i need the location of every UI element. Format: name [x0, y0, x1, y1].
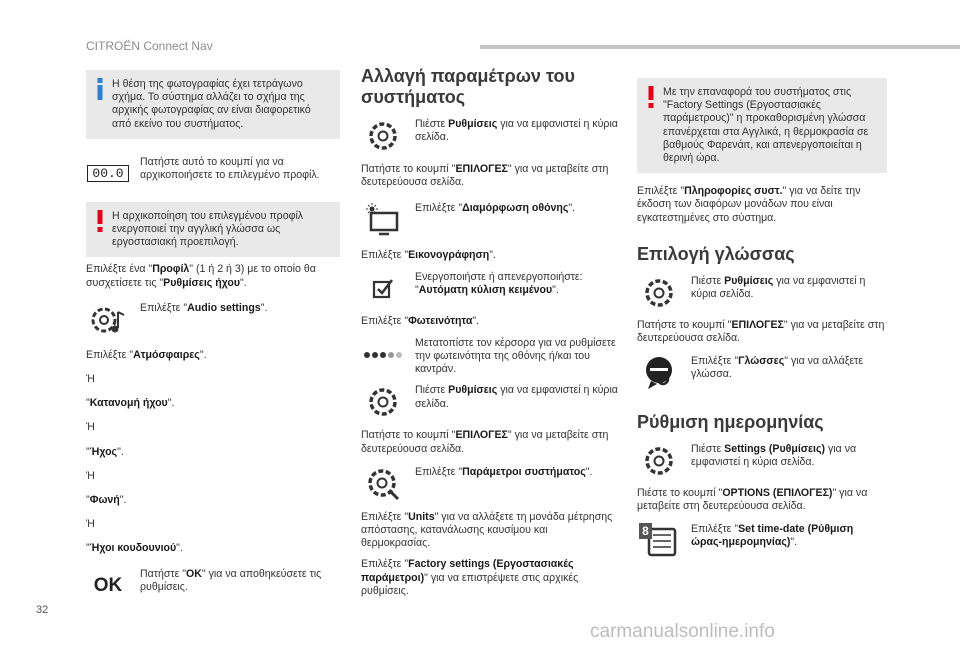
chat-bubble-icon: [637, 355, 681, 391]
brightness-text: Επιλέξτε "Φωτεινότητα".: [361, 314, 480, 327]
voice-text: "Φωνή".: [86, 494, 127, 507]
ambience-text: Επιλέξτε "Ατμόσφαιρες".: [86, 348, 207, 361]
reset-counter-icon: 00.0: [86, 156, 130, 192]
watermark: carmanualsonline.info: [590, 621, 775, 642]
lang-settings-text: Πιέστε Ρυθμίσεις για να εμφανιστεί η κύρια σελίδα.: [691, 274, 866, 301]
system-params-text: Επιλέξτε "Παράμετροι συστήματος".: [415, 465, 593, 478]
system-params-row: [361, 466, 619, 502]
autoscroll-row: [361, 271, 619, 307]
units-text: Επιλέξτε "Units" για να αλλάξετε τη μονάδα μέτρησης απόστασης, κατανάλωσης καυσίμου και θερμοκρασίας.: [361, 510, 613, 550]
set-time-date-text: Επιλέξτε "Set time-date (Ρύθμιση ώρας-ημερομηνίας)".: [691, 522, 854, 548]
clock-icon: [637, 523, 681, 559]
step-badge: 8: [642, 523, 649, 538]
warning-icon: [645, 86, 657, 112]
gear-icon: [637, 443, 681, 479]
settings-row-1: [361, 118, 619, 154]
set-time-date-row: [637, 523, 887, 559]
ok-row: [86, 568, 340, 604]
settings-text-1: Πιέστε Ρυθμίσεις για να εμφανιστεί η κύρια σελίδα.: [415, 118, 618, 144]
date-settings-text: Πιέστε Settings (Ρυθμίσεις) για να εμφανιστεί η κύρια σελίδα.: [691, 443, 857, 469]
ok-text: Πατήστε "OK" για να αποθηκεύσετε τις ρυθμίσεις.: [140, 567, 322, 593]
warning-note-factory-text: Με την επαναφορά του συστήματος στις "Factory Settings (Εργοστασιακές παράμετρους)" η προκαθορισμένη γλώσσα επανέρχεται στα Αγγλικά, η θερμοκρασία σε βαθμούς Φαρενάιτ, και απενεργοποιείται η θερινή ώρα.: [663, 86, 869, 165]
or-text-2: Ή: [86, 421, 95, 434]
audio-settings-text: Επιλέξτε "Audio settings".: [140, 301, 268, 314]
ok-icon: OK: [93, 575, 123, 597]
section-title-system: Αλλαγή παραμέτρων του συστήματος: [361, 66, 575, 107]
header-bar: [480, 45, 960, 49]
reset-text: Πατήστε αυτό το κουμπί για να αρχικοποιήσετε το επιλεγμένο προφίλ.: [140, 155, 320, 182]
warning-icon: [94, 210, 106, 236]
gear-icon: [637, 275, 681, 311]
factory-settings-text: Επιλέξτε "Factory settings (Εργοστασιακές παράμετροι)" για να επιστρέψετε στις αρχικές ρυθμίσεις.: [361, 558, 579, 597]
brightness-slider-row: [361, 337, 619, 377]
lang-settings-row: [637, 275, 887, 311]
brightness-dots-icon: [361, 337, 405, 373]
settings-row-2: [361, 384, 619, 420]
gear-icon: [361, 118, 405, 154]
date-options-text: Πιέστε το κουμπί "OPTIONS (ΕΠΙΛΟΓΕΣ)" για να μεταβείτε στη δευτερεύουσα σελίδα.: [637, 487, 868, 513]
sound-text: "Ήχος".: [86, 445, 124, 458]
checkbox-icon: [361, 271, 405, 307]
info-note: [86, 70, 340, 139]
reset-row: [86, 156, 340, 192]
display-config-text: Επιλέξτε "Διαμόρφωση οθόνης".: [415, 202, 576, 215]
select-profile-text: Επιλέξτε ένα "Προφίλ" (1 ή 2 ή 3) με το οποίο θα συσχετίσετε τις "Ρυθμίσεις ήχου".: [86, 263, 316, 289]
section-title-date: Ρύθμιση ημερομηνίας: [637, 412, 824, 433]
gear-icon: [361, 384, 405, 420]
or-text-4: Ή: [86, 518, 95, 531]
column-3: [637, 78, 887, 559]
monitor-sun-icon: [361, 202, 405, 238]
gear-music-icon: [86, 302, 130, 338]
audio-row: [86, 302, 340, 338]
column-1: [86, 70, 340, 604]
or-text-1: Ή: [86, 373, 95, 386]
page-number: 32: [36, 604, 49, 616]
warning-note: [86, 202, 340, 258]
distribution-text: "Κατανομή ήχου".: [86, 397, 175, 410]
ringtone-text: "Ήχοι κουδουνιού".: [86, 542, 183, 555]
languages-text: Επιλέξτε "Γλώσσες" για να αλλάξετε γλώσσα.: [691, 355, 864, 381]
brightness-slider-text: Μετατοπίστε τον κέρσορα για να ρυθμίσετε την φωτεινότητα της οθόνης ή/και του καντράν.: [415, 336, 616, 376]
column-2: [361, 66, 619, 598]
languages-row: [637, 355, 887, 391]
warning-note-factory: [637, 78, 887, 173]
info-icon: [94, 78, 106, 104]
lang-options-text: Πατήστε το κουμπί "ΕΠΙΛΟΓΕΣ" για να μεταβείτε στη δευτερεύουσα σελίδα.: [637, 318, 885, 345]
options-text-2: Πατήστε το κουμπί "ΕΠΙΛΟΓΕΣ" για να μεταβείτε στη δευτερεύουσα σελίδα.: [361, 429, 609, 455]
system-info-text: Επιλέξτε "Πληροφορίες συστ." για να δείτε την έκδοση των διαφόρων μονάδων που είναι εγκατεστημένες στο σύστημα.: [637, 185, 861, 224]
autoscroll-text: Ενεργοποιήστε ή απενεργοποιήστε: "Αυτόματη κύλιση κειμένου".: [415, 270, 583, 296]
animation-text: Επιλέξτε "Εικονογράφηση".: [361, 249, 496, 262]
warning-note-text: Η αρχικοποίηση του επιλεγμένου προφίλ ενεργοποιεί την αγγλική γλώσσα ως εργοστασιακή προεπιλογή.: [112, 209, 304, 249]
settings-text-2: Πιέστε Ρυθμίσεις για να εμφανιστεί η κύρια σελίδα.: [415, 384, 618, 410]
info-note-text: Η θέση της φωτογραφίας έχει τετράγωνο σχήμα. Το σύστημα αλλάζει το σχήμα της αρχικής φωτογραφίας αν είναι διαφορετικό από εκείνο του συστήματος.: [112, 78, 311, 130]
options-text-1: Πατήστε το κουμπί "ΕΠΙΛΟΓΕΣ" για να μεταβείτε στη δευτερεύουσα σελίδα.: [361, 163, 609, 189]
or-text-3: Ή: [86, 469, 95, 482]
section-title-language: Επιλογή γλώσσας: [637, 243, 795, 264]
display-row: [361, 202, 619, 238]
header-title: CITROËN Connect Nav: [86, 39, 213, 53]
date-settings-row: [637, 443, 887, 479]
gear-wrench-icon: [361, 466, 405, 502]
